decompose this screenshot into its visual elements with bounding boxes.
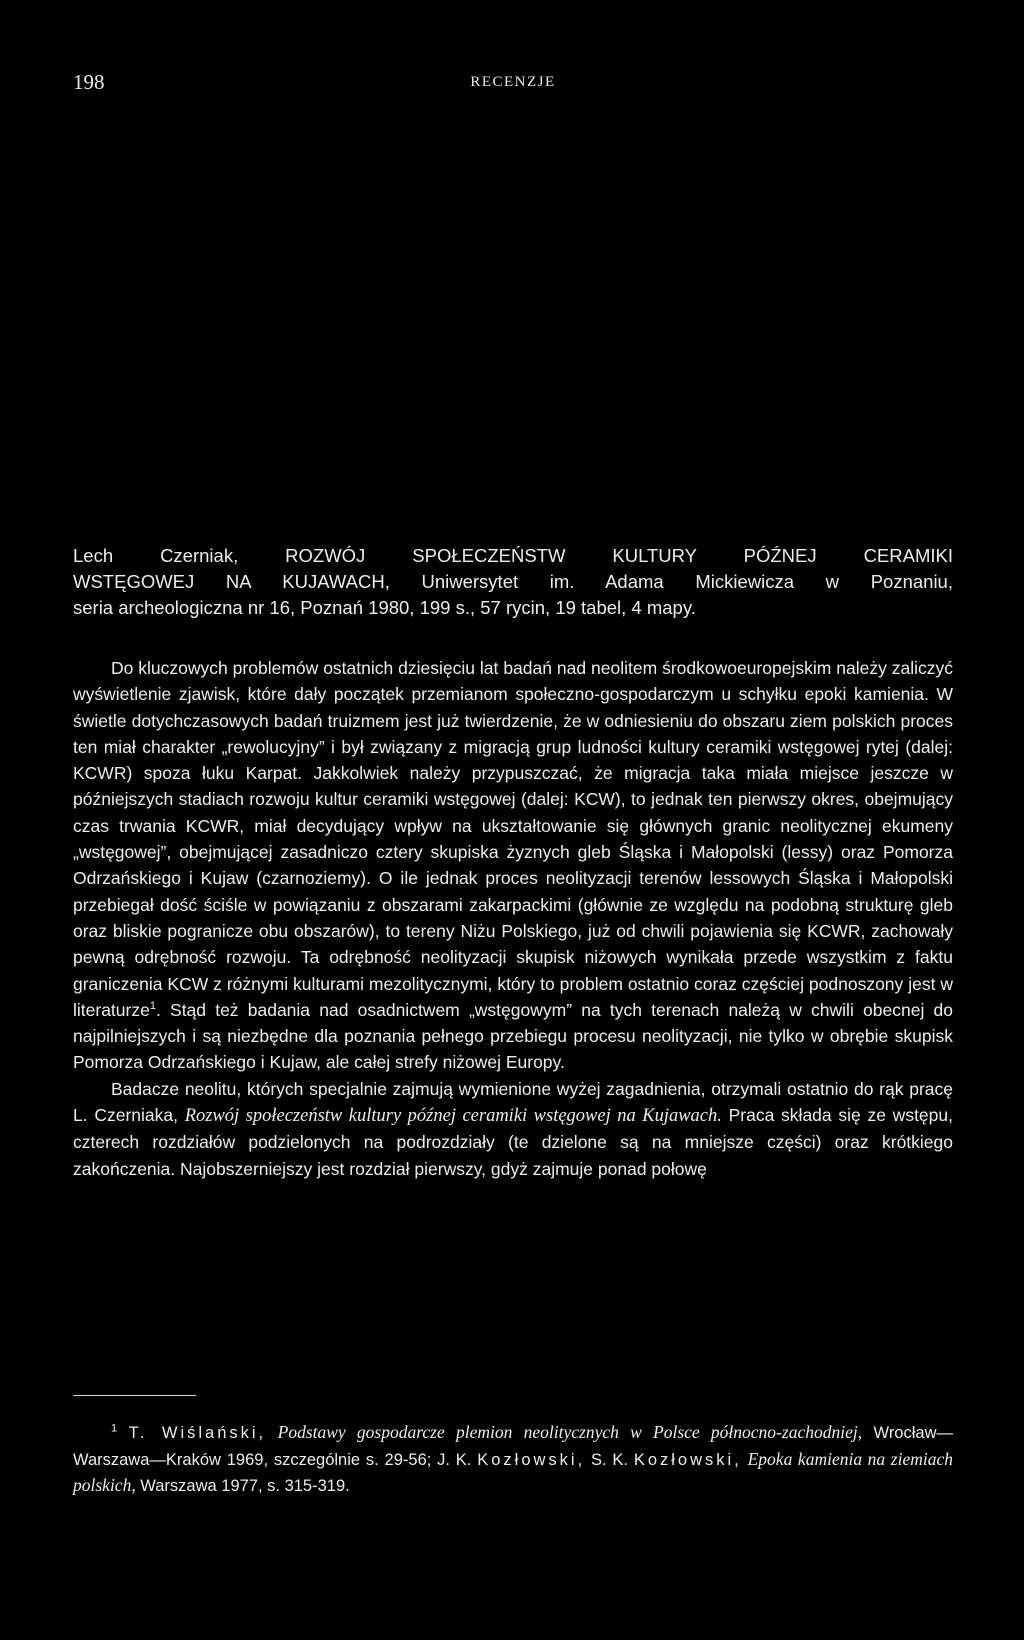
paragraph-1-end: . Stąd też badania nad osadnictwem „wstęgowym” na tych terenach należą w chwili obecnej do najpilniejszych i są niezbędne dla poznania pełnego przebiegu procesu neolityzacji, nie tylko w obrębie skupisk Pomorza Odrzańskiego i Kujaw, ale całej strefy niżowej Europy. [73, 999, 953, 1073]
citation-line-2: WSTĘGOWEJ NA KUJAWACH, Uniwersytet im. Adama Mickiewicza w Poznaniu, [73, 571, 953, 592]
paragraph-2 [73, 1076, 953, 1182]
footnote-mid: S. K. [585, 1450, 634, 1469]
paragraph-2-text-a: Badacze neolitu, których specjalnie zajmują wymienione wyżej zagadnienia, otrzymali ostatnio do rąk pracę L. Czerniaka, [73, 1078, 953, 1126]
citation-line-1: Lech Czerniak, ROZWÓJ SPOŁECZEŃSTW KULTURY PÓŹNEJ CERAMIKI [73, 545, 953, 566]
footnote-title-2: Epoka kamienia na ziemiach polskich, [73, 1448, 954, 1495]
footnote [73, 1420, 953, 1500]
citation-line-3: seria archeologiczna nr 16, Poznań 1980, 199 s., 57 rycin, 19 tabel, 4 mapy. [73, 597, 696, 618]
footnote-divider [73, 1395, 196, 1396]
paragraph-2-text-b: Praca składa się ze wstępu, czterech rozdziałów podzielonych na podrozdziały (te dzielone są na mniejsze części) oraz krótkiego zakończenia. Najobszerniejszy jest rozdział pierwszy, gdyż zajmuje ponad połowę [73, 1105, 953, 1179]
footnote-author-2: Kozłowski, [477, 1450, 586, 1469]
footnote-author-3: Kozłowski, [633, 1450, 742, 1469]
paragraph-1 [73, 655, 953, 1076]
paragraph-1-text: Do kluczowych problemów ostatnich dziesięciu lat badań nad neolitem środkowoeuropejskim należy zaliczyć wyświetlenie zjawisk, które dały początek przemianom społeczno-gospodarczym u schyłku epoki kamienia. W świetle dotychczasowych badań truizmem jest już twierdzenie, że w odniesieniu do obszaru ziem polskich proces ten miał charakter „rewolucyjny” i był związany z migracją grup ludności kultury ceramiki wstęgowej rytej (dalej: KCWR) spoza łuku Karpat. Jakkolwiek należy przypuszczać, że migracja taka miała miejsce jeszcze w późniejszych stadiach rozwoju kultur ceramiki wstęgowej (dalej: KCW), to jednak ten pierwszy okres, obejmujący czas trwania KCWR, miał decydujący wpływ na ukształtowanie się głównych granic neolitycznej ekumeny „wstęgowej”, obejmującej zasadniczo cztery skupiska żyznych gleb Śląska i Małopolski (lessy) oraz Pomorza Odrzańskiego i Kujaw (czarnoziemy). O ile jednak proces neolityzacji terenów lessowych Śląska i Małopolski przebiegał dość ściśle w powiązaniu z obszarami zakarpackimi (głównie ze względu na podobną strukturę gleb oraz bliskie pogranicze obu obszarów), to tereny Niżu Polskiego, już od chwili pojawienia się KCWR, zachowały pewną odrębność rozwoju. Ta odrębność neolityzacji skupisk niżowych wynikała przede wszystkim z faktu graniczenia KCW z różnymi kulturami mezolitycznymi, który to problem ostatnio coraz częściej podnoszony jest w literaturze [73, 658, 953, 1020]
footnote-rest-1: Wrocław—Warszawa—Kraków 1969, szczególnie s. 29-56; J. K. [73, 1424, 953, 1469]
book-title: Rozwój społeczeństw kultury późnej ceramiki wstęgowej na Kujawach. [184, 1106, 722, 1127]
page-header [73, 70, 953, 100]
footnote-author-1: T. Wiślański, [128, 1424, 267, 1442]
footnote-rest-2: Warszawa 1977, s. 315-319. [135, 1477, 350, 1495]
footnote-mark: 1 [111, 1422, 118, 1435]
running-head: RECENZJE [470, 74, 556, 90]
review-body [73, 655, 953, 1182]
footnote-reference: 1 [149, 1000, 156, 1013]
page-number: 198 [73, 70, 105, 94]
footnote-title-1: Podstawy gospodarcze plemion neolitycznych w Polsce północno-zachodniej, [277, 1422, 863, 1442]
review-citation [73, 543, 953, 621]
